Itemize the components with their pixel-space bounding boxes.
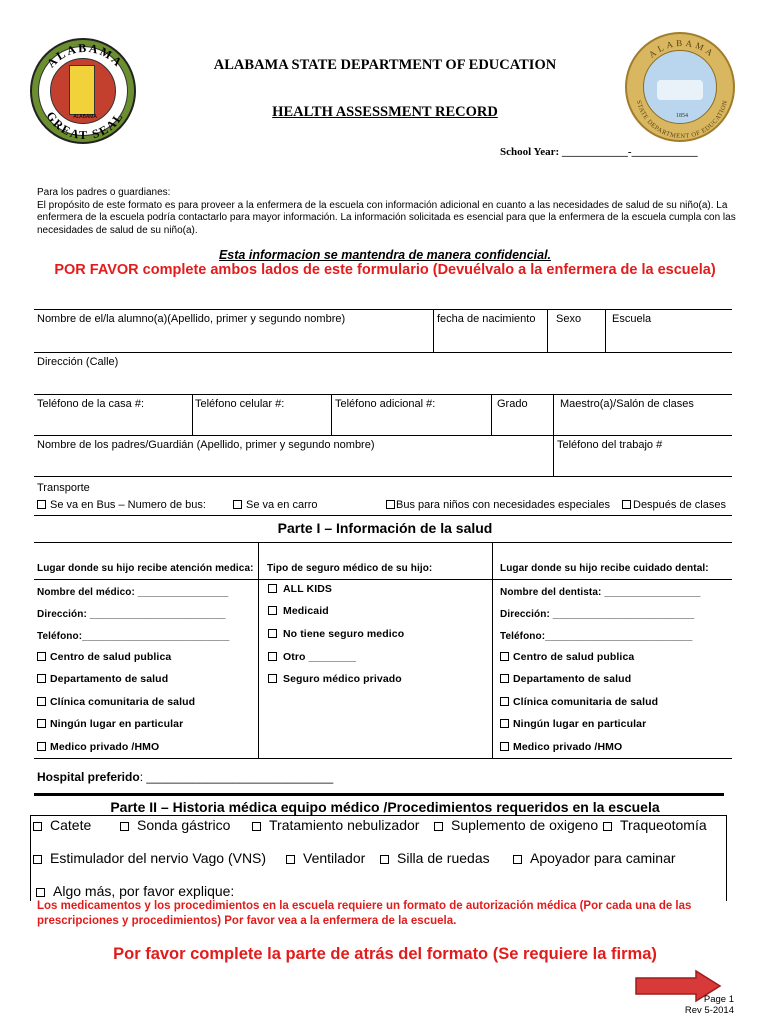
medical-option[interactable]: Departamento de salud	[37, 673, 168, 685]
checkbox[interactable]	[36, 888, 45, 897]
address-field[interactable]: Dirección (Calle)	[37, 356, 119, 368]
grade-field[interactable]: Grado	[497, 398, 528, 410]
sex-field[interactable]: Sexo	[556, 313, 582, 325]
checkbox[interactable]	[500, 742, 509, 751]
equipment-option[interactable]: Sonda gástrico	[120, 817, 230, 833]
transport-label: Transporte	[37, 482, 90, 494]
doctor-address-field[interactable]: Dirección: ________________________	[37, 609, 226, 620]
transport-after-school-option[interactable]: Después de clases	[622, 499, 726, 511]
student-name-field[interactable]: Nombre de el/la alumno(a)(Apellido, primer y segundo nombre)	[37, 313, 346, 325]
equipment-option[interactable]: Silla de ruedas	[380, 850, 490, 866]
insurance-option[interactable]: No tiene seguro medico	[268, 628, 404, 640]
checkbox[interactable]	[268, 584, 277, 593]
checkbox[interactable]	[37, 674, 46, 683]
intro-salutation: Para los padres o guardianes:	[37, 187, 171, 198]
checkbox[interactable]	[37, 500, 46, 509]
dentist-address-field[interactable]: Dirección: _________________________	[500, 609, 695, 620]
transport-car-option[interactable]: Se va en carro	[233, 499, 318, 511]
checkbox[interactable]	[268, 629, 277, 638]
dental-option[interactable]: Clínica comunitaria de salud	[500, 696, 658, 708]
confidential-note: Esta informacion se mantendra de manera confidencial.	[218, 248, 552, 262]
dental-option[interactable]: Departamento de salud	[500, 673, 631, 685]
checkbox[interactable]	[500, 697, 509, 706]
work-phone-field[interactable]: Teléfono del trabajo #	[557, 439, 663, 451]
part2-title: Parte II – Historia médica equipo médico /Procedimientos requeridos en la escuela	[110, 799, 660, 815]
dental-option[interactable]: Medico privado /HMO	[500, 741, 622, 753]
svg-text:STATE DEPARTMENT OF EDUCATION	[635, 99, 729, 140]
equipment-option[interactable]: Catete	[33, 817, 91, 833]
part1-title: Parte I – Información de la salud	[277, 520, 493, 536]
checkbox[interactable]	[500, 652, 509, 661]
checkbox[interactable]	[37, 697, 46, 706]
preferred-hospital-field[interactable]: Hospital preferido: ____________________________	[37, 770, 334, 784]
equipment-option[interactable]: Traqueotomía	[603, 817, 707, 833]
checkbox[interactable]	[380, 855, 389, 864]
checkbox[interactable]	[286, 855, 295, 864]
checkbox[interactable]	[37, 652, 46, 661]
page-number: Page 1	[703, 994, 734, 1005]
checkbox[interactable]	[500, 674, 509, 683]
medical-option[interactable]: Ningún lugar en particular	[37, 718, 183, 730]
department-title: ALABAMA STATE DEPARTMENT OF EDUCATION	[213, 57, 557, 73]
equipment-option[interactable]: Apoyador para caminar	[513, 850, 676, 866]
right-seal-arc-bottom: STATE DEPARTMENT OF EDUCATION	[634, 99, 730, 141]
doctor-name-field[interactable]: Nombre del médico: ________________	[37, 587, 229, 598]
dental-care-header: Lugar donde su hijo recibe cuidado dental:	[500, 563, 709, 574]
equipment-option[interactable]: Ventilador	[286, 850, 365, 866]
equipment-option[interactable]: Suplemento de oxigeno	[434, 817, 598, 833]
cell-phone-field[interactable]: Teléfono celular #:	[195, 398, 285, 410]
medical-option[interactable]: Centro de salud publica	[37, 651, 171, 663]
doctor-phone-field[interactable]: Teléfono:__________________________	[37, 631, 230, 642]
insurance-option[interactable]: Seguro médico privado	[268, 673, 402, 685]
education-department-seal-logo	[625, 32, 735, 142]
checkbox[interactable]	[233, 500, 242, 509]
dentist-phone-field[interactable]: Teléfono:__________________________	[500, 631, 693, 642]
checkbox[interactable]	[513, 855, 522, 864]
transport-special-bus-option[interactable]: Bus para niños con necesidades especiales	[386, 499, 610, 511]
intro-body: El propósito de este formato es para proveer a la enfermera de la escuela con información adicional en cuanto a las necesidades de salud de su niño(a). La enfermera de la escuela podría contactarlo para mayor información. La información solicitada es esencial para que la enfermera de la escuela cumpla con las necesidades de salud de su niño(a).	[37, 200, 736, 236]
teacher-field[interactable]: Maestro(a)/Salón de clases	[560, 398, 694, 410]
checkbox[interactable]	[268, 674, 277, 683]
home-phone-field[interactable]: Teléfono de la casa #:	[37, 398, 145, 410]
seal-arc-bottom: GREAT SEAL	[43, 108, 127, 143]
transport-bus-option[interactable]: Se va en Bus – Numero de bus:	[37, 499, 206, 511]
insurance-header: Tipo de seguro médico de su hijo:	[267, 563, 433, 574]
revision-date: Rev 5-2014	[684, 1005, 734, 1016]
form-title: HEALTH ASSESSMENT RECORD	[272, 104, 498, 120]
checkbox[interactable]	[622, 500, 631, 509]
checkbox[interactable]	[500, 719, 509, 728]
insurance-option[interactable]: Medicaid	[268, 605, 329, 617]
medication-note: Los medicamentos y los procedimientos en la escuela requiere un formato de autorización médica (Por cada una de las prescripciones y procedimientos) Por favor vea a la enfermera de la escuela.	[37, 900, 692, 927]
equipment-option[interactable]: Tratamiento nebulizador	[252, 817, 419, 833]
insurance-option[interactable]: Otro ________	[268, 651, 356, 663]
dentist-name-field[interactable]: Nombre del dentista: _________________	[500, 587, 701, 598]
checkbox[interactable]	[268, 606, 277, 615]
insurance-option[interactable]: ALL KIDS	[268, 583, 332, 595]
right-seal-year: 1854	[676, 113, 688, 119]
checkbox[interactable]	[33, 855, 42, 864]
medical-option[interactable]: Medico privado /HMO	[37, 741, 159, 753]
seal-inner-text: ALABAMA	[73, 114, 97, 120]
medical-care-header: Lugar donde su hijo recibe atención medica:	[37, 563, 254, 574]
dental-option[interactable]: Centro de salud publica	[500, 651, 634, 663]
checkbox[interactable]	[603, 822, 612, 831]
school-field[interactable]: Escuela	[612, 313, 652, 325]
checkbox[interactable]	[434, 822, 443, 831]
dob-field[interactable]: fecha de nacimiento	[437, 313, 536, 325]
alabama-great-seal-logo	[30, 38, 136, 144]
instruction-red: POR FAVOR complete ambos lados de este formulario (Devuélvalo a la enfermera de la escuela)	[54, 262, 716, 278]
checkbox[interactable]	[37, 742, 46, 751]
svg-text:ALABAMA	[647, 38, 717, 60]
seal-arc-top: ALABAMA	[44, 40, 126, 71]
other-explain-field[interactable]: Algo más, por favor explique:	[36, 883, 234, 899]
medical-option[interactable]: Clínica comunitaria de salud	[37, 696, 195, 708]
checkbox[interactable]	[252, 822, 261, 831]
checkbox[interactable]	[386, 500, 395, 509]
equipment-option[interactable]: Estimulador del nervio Vago (VNS)	[33, 850, 266, 866]
right-seal-arc-top: ALABAMA	[646, 37, 718, 60]
checkbox[interactable]	[268, 652, 277, 661]
other-phone-field[interactable]: Teléfono adicional #:	[335, 398, 436, 410]
checkbox[interactable]	[120, 822, 129, 831]
checkbox[interactable]	[33, 822, 42, 831]
parent-name-field[interactable]: Nombre de los padres/Guardián (Apellido, primer y segundo nombre)	[37, 439, 375, 451]
back-side-notice: Por favor complete la parte de atrás del formato (Se requiere la firma)	[113, 945, 657, 963]
checkbox[interactable]	[37, 719, 46, 728]
dental-option[interactable]: Ningún lugar en particular	[500, 718, 646, 730]
school-year-field[interactable]: School Year: ____________-____________	[500, 146, 698, 158]
